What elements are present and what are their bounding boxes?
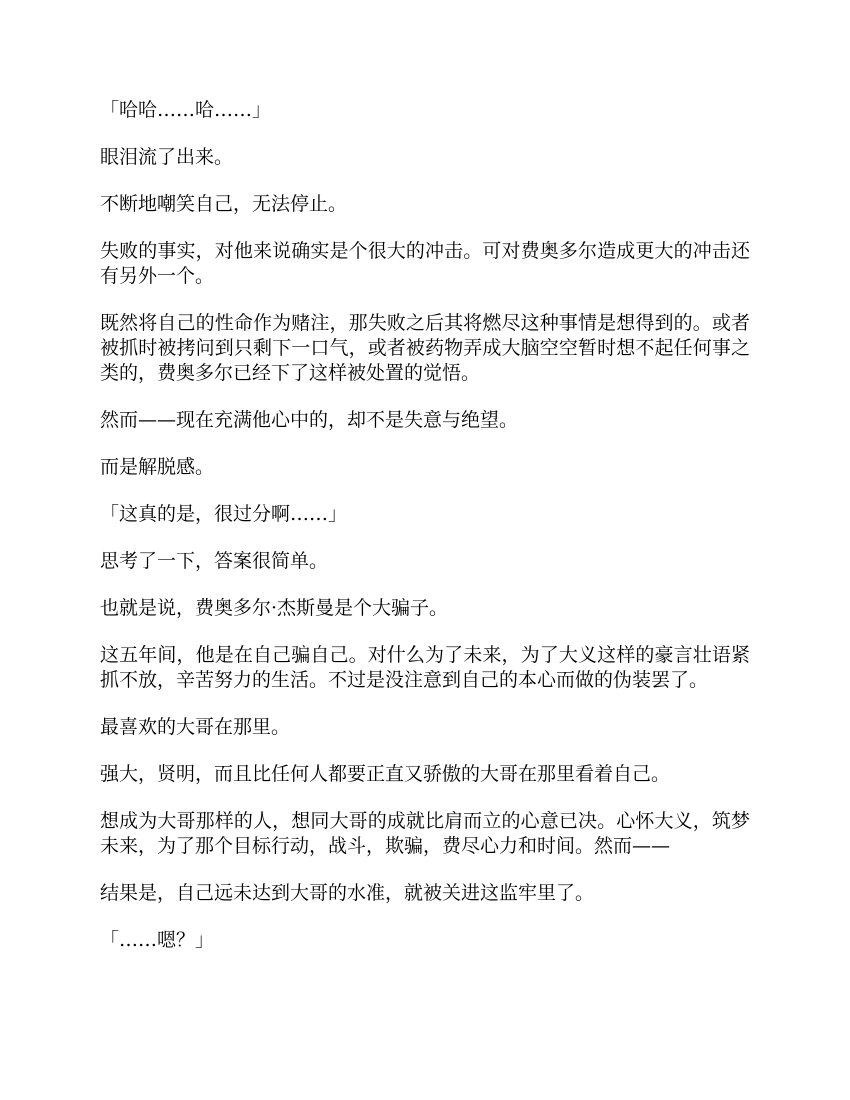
paragraph: 眼泪流了出来。	[100, 146, 234, 168]
paragraph: 思考了一下，答案很简单。	[100, 550, 329, 572]
paragraph: 然而——现在充满他心中的，却不是失意与绝望。	[100, 409, 519, 431]
paragraph: 强大，贤明，而且比任何人都要正直又骄傲的大哥在那里看着自己。	[100, 763, 671, 785]
paragraph: 也就是说，费奥多尔·杰斯曼是个大骗子。	[100, 597, 449, 619]
paragraph: 「哈哈……哈……」	[100, 99, 272, 121]
paragraph: 最喜欢的大哥在那里。	[100, 716, 291, 738]
paragraph: 「……嗯？」	[100, 929, 215, 951]
document-body	[100, 98, 750, 975]
paragraph: 既然将自己的性命作为赌注，那失败之后其将燃尽这种事情是想得到的。或者被抓时被拷问到只剩下一口气，或者被药物弄成大脑空空暂时想不起任何事之类的，费奥多尔已经下了这样被处置的觉悟。	[100, 312, 750, 384]
paragraph: 这五年间，他是在自己骗自己。对什么为了未来，为了大义这样的豪言壮语紧抓不放，辛苦努力的生活。不过是没注意到自己的本心而做的伪装罢了。	[100, 644, 750, 691]
paragraph: 「这真的是，很过分啊……」	[100, 503, 348, 525]
paragraph: 想成为大哥那样的人，想同大哥的成就比肩而立的心意已决。心怀大义，筑梦未来，为了那个目标行动，战斗，欺骗，费尽心力和时间。然而——	[100, 810, 750, 857]
paragraph: 而是解脱感。	[100, 456, 215, 478]
paragraph: 不断地嘲笑自己，无法停止。	[100, 193, 348, 215]
paragraph: 结果是，自己远未达到大哥的水准，就被关进这监牢里了。	[100, 882, 595, 904]
paragraph: 失败的事实，对他来说确实是个很大的冲击。可对费奥多尔造成更大的冲击还有另外一个。	[100, 240, 750, 287]
